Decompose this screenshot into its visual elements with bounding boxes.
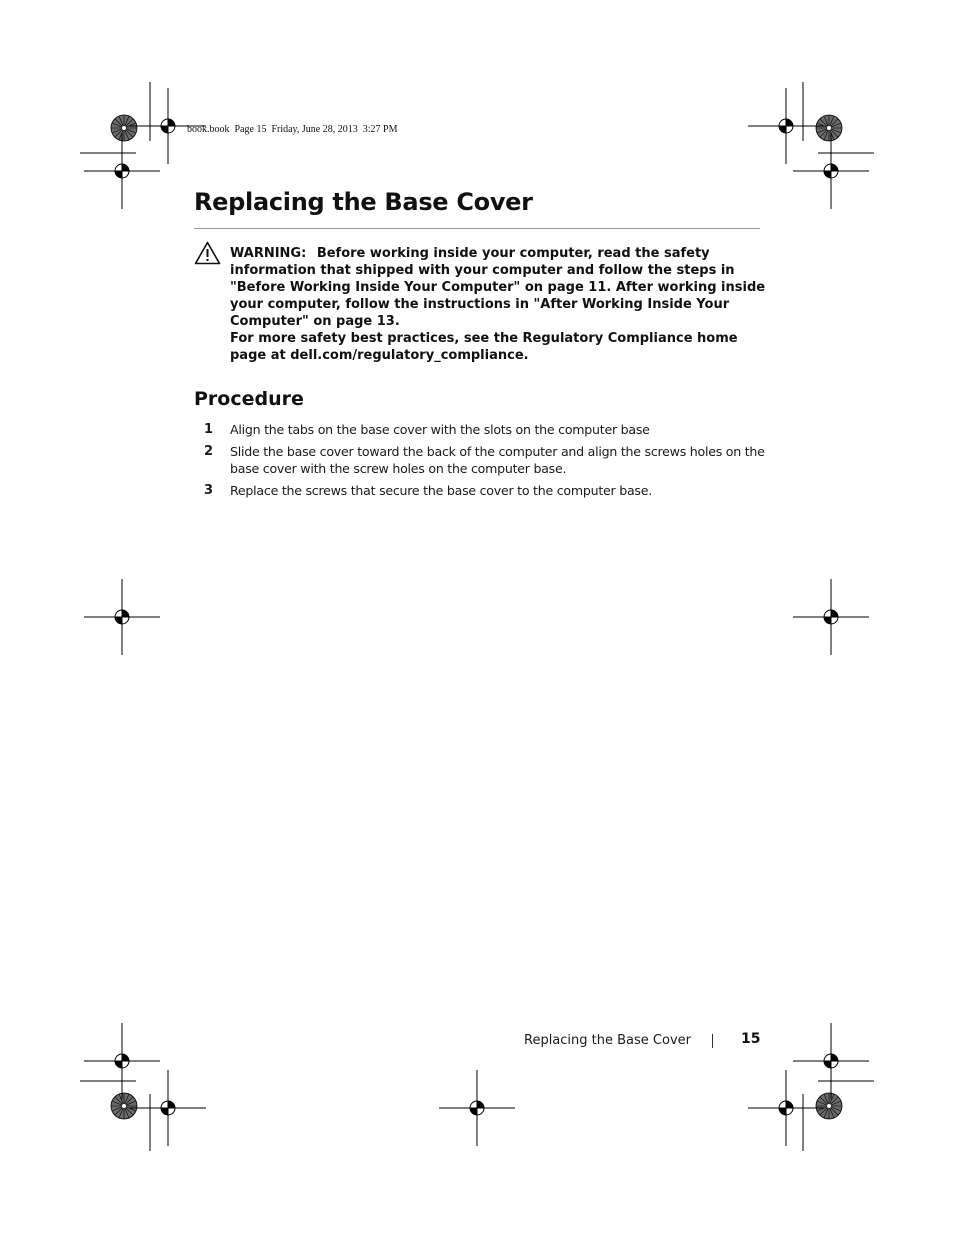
procedure-steps: [194, 421, 774, 504]
page-number: 15: [741, 1031, 761, 1047]
step-text: Replace the screws that secure the base cover to the computer base.: [230, 483, 652, 498]
step-number: 1: [204, 422, 214, 437]
warning-icon: [194, 241, 221, 265]
step-item: [194, 482, 774, 499]
warning-paragraph: [230, 245, 770, 330]
footer-separator: [712, 1034, 713, 1048]
step-number: 3: [204, 483, 214, 498]
step-text: Align the tabs on the base cover with the slots on the computer base: [230, 422, 650, 437]
page-title: Replacing the Base Cover: [194, 188, 533, 216]
step-item: [194, 421, 774, 438]
step-text: Slide the base cover toward the back of the computer and align the screws holes on the base cover with the screw holes on the computer base.: [230, 444, 765, 476]
warning-label: WARNING:: [230, 246, 307, 261]
step-item: [194, 443, 774, 477]
step-number: 2: [204, 444, 214, 459]
print-slug: book.book Page 15 Friday, June 28, 2013 3:27 PM: [187, 124, 398, 135]
warning-paragraph-2: For more safety best practices, see the Regulatory Compliance home page at dell.com/regulatory_compliance.: [230, 331, 738, 363]
footer-chapter-title: Replacing the Base Cover: [524, 1033, 691, 1048]
section-title-procedure: Procedure: [194, 388, 304, 410]
warning-box: [230, 245, 770, 364]
title-divider: [194, 228, 760, 229]
warning-text: Before working inside your computer, read the safety information that shipped with your computer and follow the steps in "Before Working Inside Your Computer" on page 11. After working inside your computer, follow the instructions in "After Working Inside Your Computer" on page 13.: [230, 246, 766, 329]
